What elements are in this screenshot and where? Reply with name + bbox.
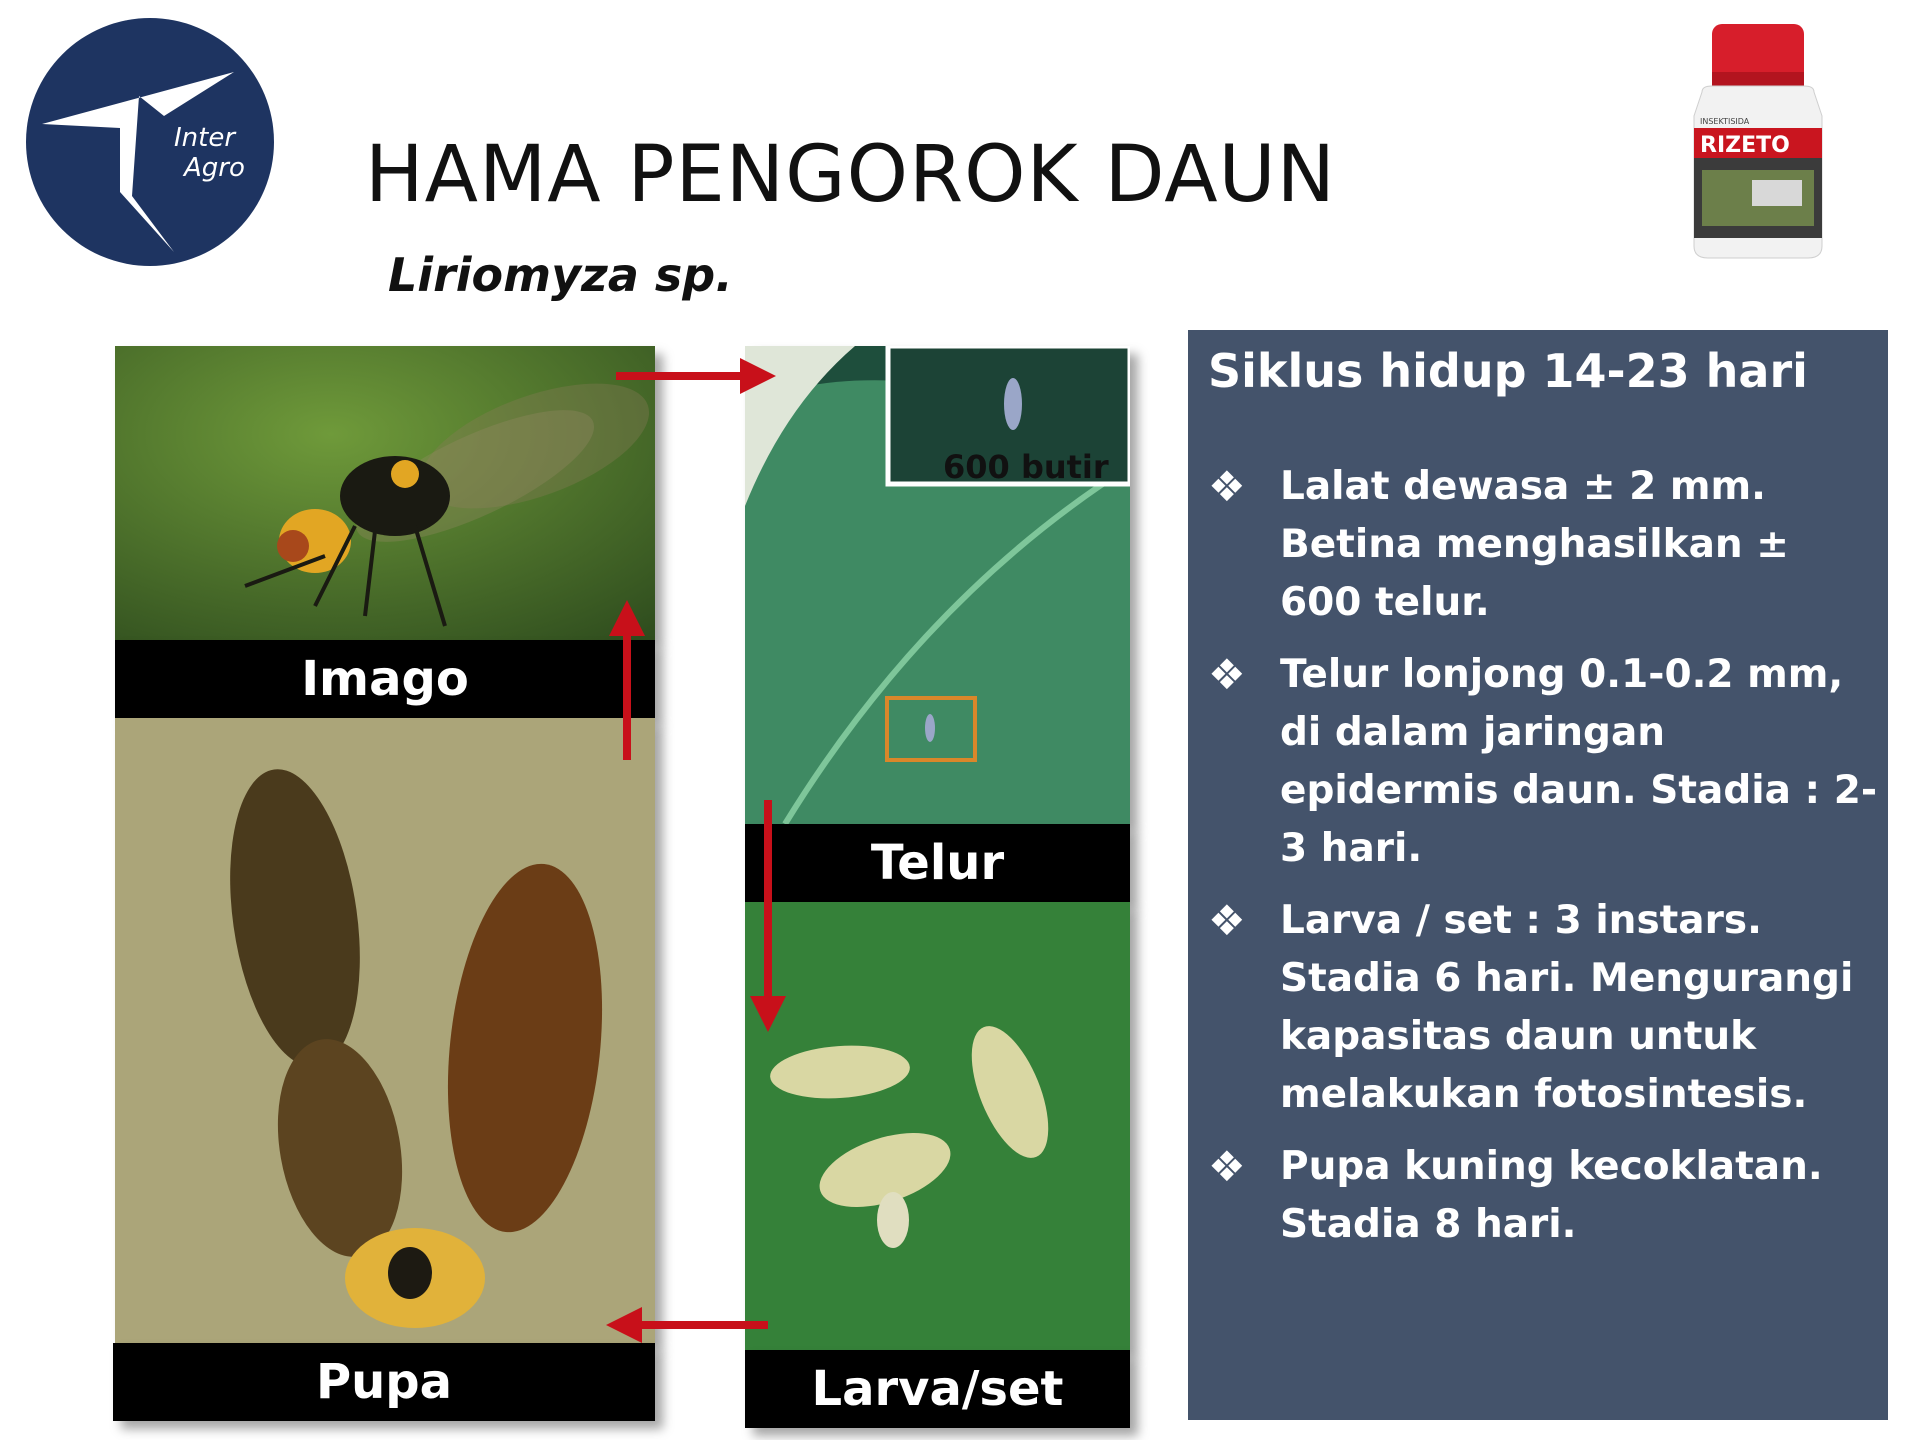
list-item-text: Larva / set : 3 instars. Stadia 6 hari. Mengurangi kapasitas daun untuk melakukan fotosintesis. <box>1280 898 1854 1117</box>
bottle-sublabel: INSEKTISIDA <box>1700 117 1750 126</box>
logo-line-agro: Agro <box>184 153 245 183</box>
pupa-caption: Pupa <box>113 1343 655 1421</box>
logo-line-inter: Inter <box>174 123 236 153</box>
species-subtitle: Liriomyza sp. <box>388 248 733 302</box>
imago-photo <box>115 346 655 640</box>
inter-agro-logo <box>24 16 276 268</box>
list-item-text: Telur lonjong 0.1-0.2 mm, di dalam jaringan epidermis daun. Stadia : 2-3 hari. <box>1280 652 1878 871</box>
list-item <box>1208 892 1878 1124</box>
diamond-cluster-icon: ❖ <box>1208 462 1246 511</box>
rizeto-bottle-image <box>1682 20 1832 262</box>
diamond-cluster-icon: ❖ <box>1208 1142 1246 1191</box>
list-item-text: Lalat dewasa ± 2 mm. Betina menghasilkan ± 600 telur. <box>1280 464 1789 625</box>
life-cycle-info-panel <box>1188 330 1888 1420</box>
info-list <box>1208 458 1878 1268</box>
bottle-brand: RIZETO <box>1700 133 1790 158</box>
diamond-cluster-icon: ❖ <box>1208 650 1246 699</box>
larva-photo <box>745 902 1130 1350</box>
list-item <box>1208 458 1878 632</box>
list-item <box>1208 1138 1878 1254</box>
info-heading: Siklus hidup 14-23 hari <box>1208 344 1808 398</box>
list-item <box>1208 646 1878 878</box>
telur-photo <box>745 346 1130 824</box>
list-item-text: Pupa kuning kecoklatan. Stadia 8 hari. <box>1280 1144 1823 1247</box>
pupa-photo <box>115 718 655 1343</box>
telur-caption: Telur <box>745 824 1130 902</box>
egg-count-label: 600 butir <box>943 448 1109 486</box>
page-title: HAMA PENGOROK DAUN <box>365 130 1336 220</box>
diamond-cluster-icon: ❖ <box>1208 896 1246 945</box>
larva-caption: Larva/set <box>745 1350 1130 1428</box>
imago-caption: Imago <box>115 640 655 718</box>
